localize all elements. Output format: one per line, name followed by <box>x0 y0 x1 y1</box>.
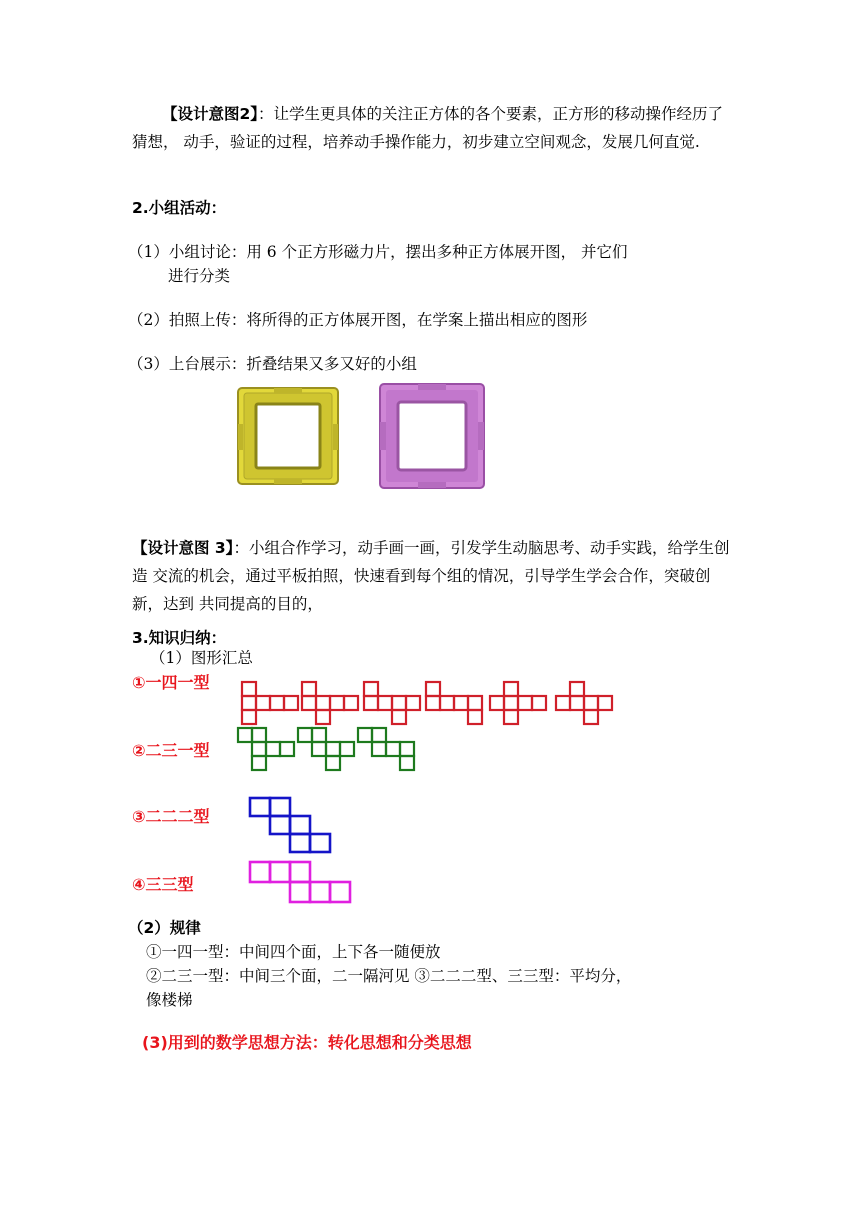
rule-141: ①一四一型：中间四个面，上下各一随便放 <box>146 943 441 961</box>
activity-item-2: （2）拍照上传：将所得的正方体展开图，在学案上描出相应的图形 <box>128 311 588 329</box>
design-intent-2-text: ：让学生更具体的关注正方体的各个要素，正方形的移动操作经历了猜想， 动手，验证的过程，培养动手操作能力，初步建立空间观念，发展几何直觉. <box>132 105 724 151</box>
activity-item-1-cont: 进行分类 <box>168 267 231 285</box>
yellow-tile-image <box>234 384 344 490</box>
nets-141-red <box>236 680 616 726</box>
math-method: (3)用到的数学思想方法：转化思想和分类思想 <box>142 1033 472 1052</box>
section-2-heading: 2.小组活动： <box>132 199 227 217</box>
activity-item-3: （3）上台展示：折叠结果又多又好的小组 <box>128 355 417 373</box>
rule-231-222-33: ②二三一型：中间三个面，二一隔河见 ③二二二型、三三型：平均分， <box>146 967 632 985</box>
section-3-heading: 3.知识归纳： <box>132 629 227 647</box>
type-label-141: ①一四一型 <box>132 673 210 692</box>
design-intent-3-label: 【设计意图 3】 <box>132 539 234 557</box>
design-intent-2-label: 【设计意图2】 <box>162 105 259 123</box>
nets-231-green <box>236 726 416 776</box>
figure-summary-heading: （1）图形汇总 <box>150 649 253 667</box>
type-label-222: ③二二二型 <box>132 807 210 826</box>
rule-cont: 像楼梯 <box>146 991 193 1009</box>
activity-item-1: （1）小组讨论：用 6 个正方形磁力片，摆出多种正方体展开图， 并它们 <box>128 243 628 261</box>
type-label-231: ②二三一型 <box>132 741 210 760</box>
design-intent-3 <box>132 534 732 618</box>
design-intent-3-text: ：小组合作学习，动手画一画，引发学生动脑思考、动手实践，给学生创造 交流的机会，通过平板拍照，快速看到每个组的情况，引导学生学会合作，突破创新，达到 共同提高的目的， <box>132 539 730 613</box>
net-222-blue <box>248 796 334 856</box>
net-33-magenta <box>248 860 358 906</box>
rules-heading: （2）规律 <box>128 919 201 937</box>
design-intent-2 <box>132 100 732 156</box>
type-label-33: ④三三型 <box>132 875 194 894</box>
purple-tile-image <box>376 380 488 492</box>
